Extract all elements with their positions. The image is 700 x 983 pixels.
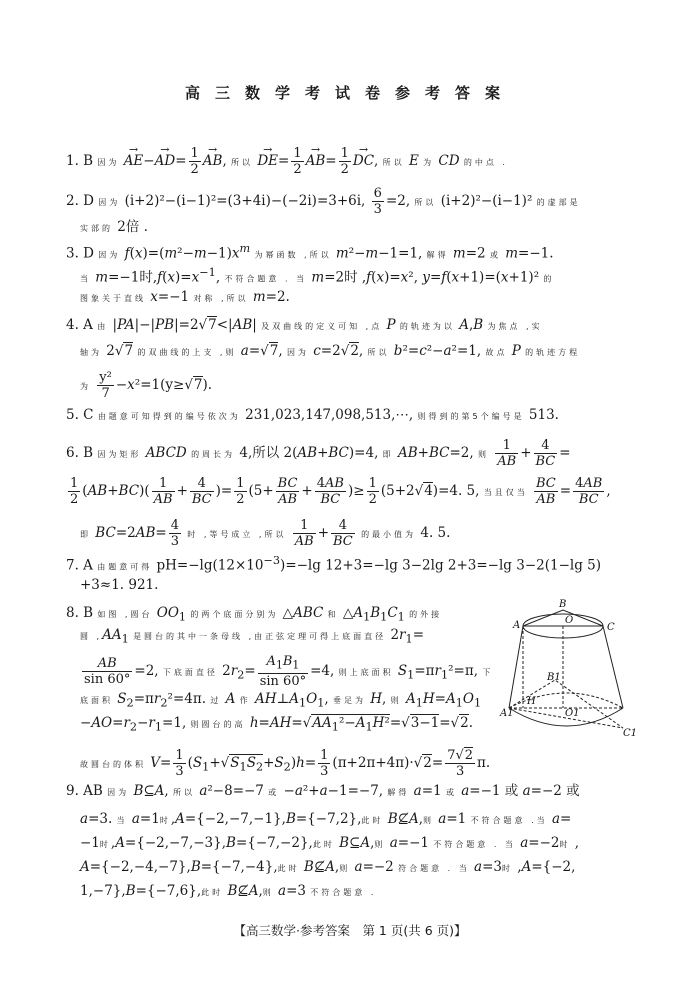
text: 圆 ,: [80, 632, 103, 641]
text: 因为: [98, 198, 121, 207]
label-B1: B1: [547, 672, 561, 683]
answer-1-label: 1. B: [66, 153, 94, 169]
text: 时: [159, 816, 171, 825]
triangle-abc: [523, 610, 603, 626]
text: 过: [210, 696, 222, 705]
text: 符合题意 . 当: [398, 864, 470, 873]
text: 如图 ,圆台: [97, 610, 153, 619]
text: 由题意可得: [97, 562, 153, 572]
text: 对称 ,所以: [193, 294, 249, 303]
answer-2-label: 2. D: [66, 193, 94, 209]
answer-9: 9. AB 因为 B⊆A, 所以 a²−8=−7 或 −a²+a−1=−7, 解得 a=1 或 a=−1 或 a=−2 或: [66, 783, 580, 799]
text: 因为: [107, 788, 130, 797]
text: 4,所以: [239, 445, 280, 461]
text: 不符合题意 .: [310, 888, 377, 897]
text: 下底面直径: [162, 667, 218, 677]
text: 当且仅当: [483, 488, 528, 497]
text: 不符合题意 . 当: [433, 840, 516, 849]
text: 时 ,等号成立 ,所以: [187, 530, 287, 539]
text: 或: [268, 788, 280, 797]
text: 此时: [201, 888, 224, 897]
text: 4. 5.: [420, 525, 451, 541]
text: 实部的: [80, 224, 113, 233]
answer-9-cont2: −1时,A={−2,−7,−3},B={−7,−2},此时 B⊆A,则 a=−1 不符合题意 . 当 a=−2时 ,: [80, 835, 580, 851]
text: 当: [116, 816, 128, 825]
answer-6: 6. B 因为矩形 ABCD 的周长为 4,所以 2(AB+BC)=4, 即 AB+BC=2, 则 $\frac{1}{AB}$ + $\frac{4}{BC}$ =: [66, 438, 571, 469]
text: 的中点 .: [463, 158, 508, 167]
text: 的: [543, 274, 555, 284]
text: 因为矩形: [97, 450, 142, 459]
text: 垂足为: [332, 696, 366, 705]
answer-6-label: 6. B: [66, 445, 94, 461]
text: 的外接: [409, 610, 443, 619]
label-O: O: [565, 615, 574, 626]
answer-7: 7. A 由题意可得 $pH=-\lg(12\times 10^{-3})=-\lg$ 12+3=−lg 3−2lg 2+3=−lg 3−2(1−lg 5): [66, 554, 602, 574]
text: 由: [97, 322, 109, 331]
answer-6-cont1: $\frac{1}{2}$ (AB+BC)( $\frac{1}{AB}$ + $\frac{4}{BC}$ )= $\frac{1}{2}$ (5+ $\frac{BC}{AB}$ + $\frac{4AB}{BC}$ )≥ $\frac{1}{2}$ (5+2√4)=4. 5, 当且仅当 $\frac{BC}{AB}$ = $\frac{4AB}{BC}$ ,: [70, 476, 611, 507]
answer-9-cont1: a=3. 当 a=1时,A={−2,−7,−1},B={−7,2},此时 B⊈A,则 a=1 不符合题意 .当 a=: [80, 811, 572, 827]
text: 和: [327, 610, 339, 619]
text: 则: [339, 864, 351, 873]
text: 231,023,147,098,513,⋯,: [245, 407, 414, 423]
text: 即: [80, 530, 91, 539]
page-title: 高三数学考试卷参考答案: [184, 84, 515, 102]
text: 解得: [426, 250, 449, 260]
label-C: C: [607, 622, 615, 633]
text: 所以: [382, 158, 405, 167]
text: 故圆台的体积: [80, 760, 146, 769]
answer-2-cont: [80, 218, 148, 238]
answer-9-label: 9. AB: [66, 783, 103, 799]
text: 513.: [528, 407, 559, 423]
answer-9-cont3: A={−2,−4,−7},B={−7,−4},此时 B⊈A,则 a=−2 符合题意 . 当 a=3时 ,A={−2,: [80, 859, 576, 875]
text: 由题意可知得到的编号依次为: [97, 412, 241, 421]
text: 则: [390, 696, 402, 705]
text: 或: [445, 788, 457, 797]
text: 个编号是: [480, 412, 525, 421]
label-O1: O1: [565, 708, 580, 719]
text: 因为: [98, 250, 121, 260]
left-generatrix: [509, 626, 523, 708]
text: 下: [482, 667, 494, 677]
text: 为焦点 ,实: [487, 322, 543, 331]
text: 图象关于直线: [80, 294, 146, 303]
text: 的两个底面分别为: [190, 610, 279, 619]
text: 此时: [361, 816, 384, 825]
answer-7-label: 7. A: [66, 557, 93, 574]
answer-4: 4. A 由 |PA|−|PB|=2√7<|AB| 及双曲线的定义可知 ,点 P 的轨迹为以 A,B 为焦点 ,实: [66, 317, 543, 333]
text: 作: [239, 696, 251, 705]
label-B: B: [559, 599, 567, 610]
answer-7-cont: +3≈1. 921.: [80, 577, 159, 593]
answer-8-label: 8. B: [66, 605, 94, 621]
answer-3-label: 3. D: [66, 245, 94, 262]
right-generatrix: [603, 626, 623, 708]
answer-8-cont4: $-AO=r_2-r_1=1$, 则圆台的高 $h=AH=√AA_1^2-A_1H^2=√3-1=√2$.: [80, 715, 474, 734]
answer-8-cont3: 底面积 $S_2=\pi r_2^2=4\pi$. 过 A 作 $AH\perp A_1O_1$, 垂足为 H, 则 $A_1H=A_1O_1$: [80, 691, 482, 710]
text: 的虚部是: [536, 198, 581, 207]
text: 是圆台的其中一条母线 ,由正弦定理可得上底面直径: [133, 632, 387, 641]
text: 为幂函数 ,所以: [254, 250, 332, 260]
answer-3-cont2: 图象关于直线 x=−1 对称 ,所以 m=2.: [80, 289, 290, 305]
answer-3-cont1: 当 m=−1时$,f(x)=x^{-1}$, 不符合题意 . 当 m=2时 ,f(x)=x², y=f(x+1)=(x+1)² 的: [80, 266, 555, 286]
text: 因为: [97, 158, 120, 167]
answer-6-cont2: 即 BC=2AB= $\frac{4}{3}$ 时 ,等号成立 ,所以 $\frac{1}{AB}$ + $\frac{4}{BC}$ 的最小值为 4. 5.: [80, 518, 451, 549]
text: 时: [559, 840, 571, 849]
text: 所以: [231, 158, 254, 167]
text: 的周长为: [191, 450, 236, 459]
answer-4-label: 4. A: [66, 317, 93, 333]
answer-8-cont5: 故圆台的体积 V= $\frac{1}{3}$ $(S_1+√S_1S_2+S_2)h=$ $\frac{1}{3}$ (π+2π+4π)·√2= $\frac{7√2}{3}$ π.: [80, 748, 491, 779]
text: 及双曲线的定义可知 ,点: [261, 322, 383, 331]
answer-9-cont4: 1,−7},B={−7,6},此时 B⊈A,则 a=3 不符合题意 .: [80, 883, 377, 899]
text: 或: [489, 250, 501, 260]
answer-8: 8. B 如图 ,圆台 $OO_1$ 的两个底面分别为 △ABC 和 $\triangle A_1B_1C_1$ 的外接: [66, 605, 443, 624]
label-A1: A1: [500, 708, 514, 719]
frustum-figure: [500, 598, 645, 739]
label-C1: C1: [623, 728, 638, 739]
label-A: A: [513, 620, 521, 631]
label-H: H: [527, 696, 536, 707]
text: 的最小值为: [361, 530, 417, 539]
text: 因为: [286, 348, 309, 357]
text: 此时: [277, 864, 300, 873]
text: 则: [477, 450, 489, 459]
text: 则得到的第: [417, 412, 473, 421]
text: 不符合题意 . 当: [224, 274, 308, 284]
answer-4-cont1: 轴为 2√7 的双曲线的上支 ,则 a=√7, 因为 c=2√2, 所以 b²=c²−a²=1, 故点 P 的轨迹方程: [80, 343, 581, 359]
text: 故点: [485, 348, 508, 357]
answer-2: 2. D 因为 (i+2)²−(i−1)²=(3+4i)−(−2i)=3+6i, $\frac{6}{3}$ =2, 所以 (i+2)²−(i−1)² 的虚部是: [66, 186, 581, 217]
answer-8-cont2: $\frac{AB}{\sin 60^\circ}$ =2, 下底面直径 $2r_2=$ $\frac{A_1B_1}{\sin 60^\circ}$ =4, 则上底面积 $S_1=\pi r_1^2=\pi$, 下: [84, 654, 494, 689]
text: 则上底面积: [338, 667, 394, 677]
answer-4-cont2: 为 $\frac{\text{y²}}{7}$ −x²=1(y≥√7).: [80, 370, 213, 401]
text: 即: [382, 450, 394, 459]
text: 2倍 .: [117, 219, 148, 235]
text: 则圆台的高: [190, 720, 246, 729]
answer-8-cont1: 圆 $,AA_1$ 是圆台的其中一条母线 ,由正弦定理可得上底面直径 $2r_1=$: [80, 627, 424, 646]
text: 所以: [414, 198, 437, 207]
text: 轴为: [80, 348, 102, 357]
text: 的双曲线的上支 ,则: [137, 348, 237, 357]
text: 为: [80, 382, 91, 391]
text: 为: [423, 158, 435, 167]
text: 5: [472, 412, 481, 421]
text: 当: [80, 274, 91, 284]
text: 底面积: [80, 696, 113, 705]
text: 所以: [367, 348, 390, 357]
text: 则: [423, 816, 434, 825]
text: 所以: [173, 788, 196, 797]
answer-1: 1. B 因为 → AE−→ AD= $\frac{1}{2}$ → AB, 所以 → DE= $\frac{1}{2}$ → AB= $\frac{1}{2}$ → DC, 所以 E 为 CD 的中点 .: [66, 146, 508, 177]
page-footer: 【高三数学·参考答案 第 1 页(共 6 页)】: [233, 923, 467, 938]
answer-5: [66, 406, 559, 426]
text: 的轨迹为以: [399, 322, 455, 331]
answer-3: 3. D 因为 $f(x)=(m^2-m-1)x^m$ 为幂函数 ,所以 m²−m−1=1, 解得 m=2 或 m=−1.: [66, 242, 554, 262]
text: 的轨迹方程: [525, 348, 581, 357]
answer-5-label: 5. C: [66, 407, 94, 423]
text: 解得: [387, 788, 410, 797]
